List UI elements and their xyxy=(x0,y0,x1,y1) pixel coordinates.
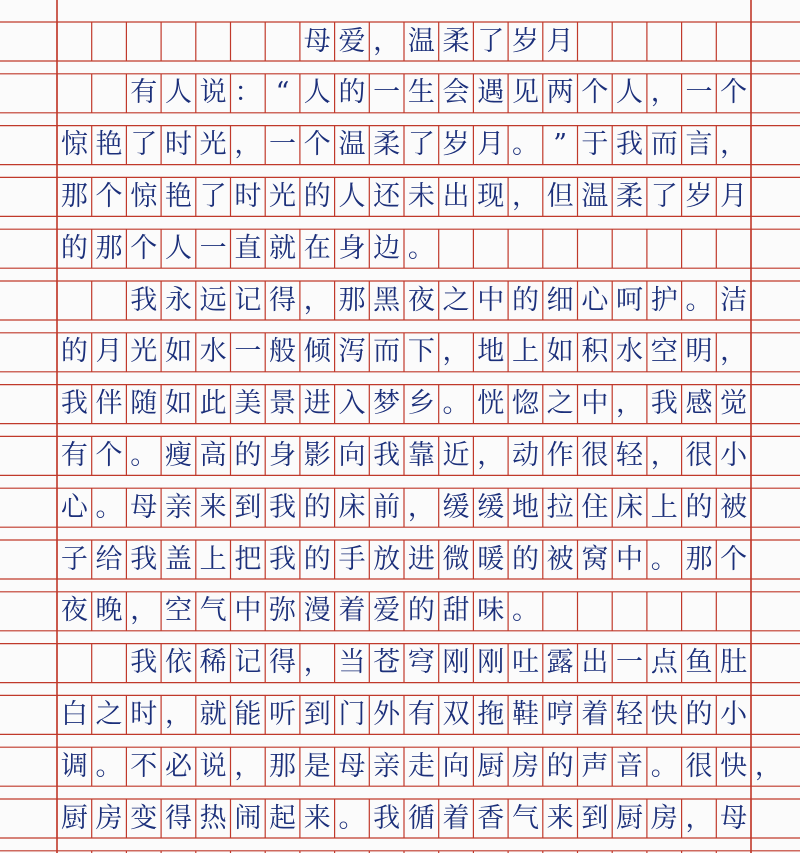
grid-character: 我 xyxy=(616,129,644,161)
grid-character: 的 xyxy=(303,543,331,575)
grid-character: 的 xyxy=(685,698,713,730)
grid-character: 就 xyxy=(269,232,297,264)
grid-character: 晚 xyxy=(95,595,123,627)
grid-character: 还 xyxy=(373,180,401,212)
grid-character: 快 xyxy=(650,698,678,730)
grid-character: 小 xyxy=(720,698,748,730)
grid-character: 地 xyxy=(477,336,505,368)
grid-character: 夜 xyxy=(407,284,435,316)
grid-character: 艳 xyxy=(95,129,123,161)
grid-character: 出 xyxy=(581,647,609,679)
grid-character: 光 xyxy=(269,180,297,212)
grid-character: 但 xyxy=(546,180,574,212)
grid-character: 的 xyxy=(60,336,88,368)
grid-character: 是 xyxy=(303,750,331,782)
grid-character: 变 xyxy=(130,802,158,834)
grid-character: 着 xyxy=(442,802,470,834)
grid-character: 那 xyxy=(685,543,713,575)
grid-character: 房 xyxy=(650,802,678,834)
grid-character: 向 xyxy=(442,750,470,782)
grid-character: 到 xyxy=(303,698,331,730)
grid-character: 刚 xyxy=(442,647,470,679)
grid-character: ， xyxy=(442,336,470,368)
grid-character: 循 xyxy=(407,802,435,834)
grid-character: 倾 xyxy=(303,336,331,368)
grid-character: 那 xyxy=(338,284,366,316)
grid-character: ： xyxy=(234,77,262,109)
grid-character: ， xyxy=(685,802,713,834)
grid-character: 靠 xyxy=(407,439,435,471)
grid-character: 细 xyxy=(546,284,574,316)
grid-character: 向 xyxy=(338,439,366,471)
grid-character: 就 xyxy=(199,698,227,730)
grid-character: 那 xyxy=(60,180,88,212)
grid-character: 的 xyxy=(60,232,88,264)
grid-character: 空 xyxy=(164,595,192,627)
grid-character: ， xyxy=(164,698,192,730)
grid-character: ， xyxy=(303,284,331,316)
grid-character: 中 xyxy=(477,284,505,316)
grid-character: 空 xyxy=(650,336,678,368)
grid-character: 柔 xyxy=(616,180,644,212)
grid-character: 一 xyxy=(199,232,227,264)
grid-character: 白 xyxy=(60,698,88,730)
grid-character: 房 xyxy=(511,750,539,782)
grid-character: 我 xyxy=(130,543,158,575)
grid-character: 了 xyxy=(407,129,435,161)
grid-character: 房 xyxy=(95,802,123,834)
grid-character: 个 xyxy=(581,77,609,109)
grid-character: 稀 xyxy=(199,647,227,679)
grid-character: 呵 xyxy=(616,284,644,316)
grid-character: 身 xyxy=(338,232,366,264)
grid-character: 哼 xyxy=(546,698,574,730)
grid-character: 一 xyxy=(234,336,262,368)
grid-character: 漫 xyxy=(303,595,331,627)
grid-character: 听 xyxy=(269,698,297,730)
grid-character: 伴 xyxy=(95,388,123,420)
grid-character: 未 xyxy=(407,180,435,212)
grid-character: 亲 xyxy=(164,491,192,523)
grid-character: 乡 xyxy=(407,388,435,420)
grid-character: 调 xyxy=(60,750,88,782)
grid-character: ， xyxy=(511,180,539,212)
grid-character: 温 xyxy=(581,180,609,212)
grid-character: 远 xyxy=(199,284,227,316)
grid-character: 得 xyxy=(164,802,192,834)
grid-character: 个 xyxy=(95,439,123,471)
grid-character: 的 xyxy=(511,543,539,575)
grid-character: 恍 xyxy=(477,388,505,420)
grid-character: 的 xyxy=(407,595,435,627)
grid-character: 梦 xyxy=(373,388,401,420)
grid-character: 艳 xyxy=(164,180,192,212)
grid-character: 。 xyxy=(650,543,678,575)
grid-character: 必 xyxy=(164,750,192,782)
grid-character: 能 xyxy=(234,698,262,730)
grid-character: ， xyxy=(303,647,331,679)
grid-character: 作 xyxy=(546,439,574,471)
grid-character: 香 xyxy=(477,802,505,834)
grid-character: 积 xyxy=(581,336,609,368)
grid-character: 动 xyxy=(511,439,539,471)
grid-character: 护 xyxy=(650,284,678,316)
grid-character: 人 xyxy=(303,77,331,109)
grid-character: 的 xyxy=(685,491,713,523)
grid-character: 肚 xyxy=(720,647,748,679)
grid-character: 个 xyxy=(720,77,748,109)
grid-character: 景 xyxy=(269,388,297,420)
grid-character: 子 xyxy=(60,543,88,575)
grid-character: 走 xyxy=(407,750,435,782)
grid-character: 露 xyxy=(546,647,574,679)
grid-character: 心 xyxy=(581,284,609,316)
grid-character: 瘦 xyxy=(164,439,192,471)
grid-character: 上 xyxy=(511,336,539,368)
grid-character: 苍 xyxy=(373,647,401,679)
grid-character: 个 xyxy=(303,129,331,161)
grid-character: 把 xyxy=(234,543,262,575)
grid-character: 进 xyxy=(303,388,331,420)
grid-character: ， xyxy=(234,750,262,782)
grid-character: 个 xyxy=(95,180,123,212)
grid-character: 人 xyxy=(164,232,192,264)
grid-character: 了 xyxy=(650,180,678,212)
grid-character: 边 xyxy=(373,232,401,264)
grid-character: 随 xyxy=(130,388,158,420)
grid-character: 爱 xyxy=(373,595,401,627)
grid-character: 在 xyxy=(303,232,331,264)
grid-character: 的 xyxy=(511,284,539,316)
grid-character: 前 xyxy=(373,491,401,523)
grid-character: 记 xyxy=(234,647,262,679)
grid-character: 而 xyxy=(373,336,401,368)
grid-character: 母 xyxy=(720,802,748,834)
grid-character: 之 xyxy=(546,388,574,420)
grid-character: 入 xyxy=(338,388,366,420)
grid-character: 。 xyxy=(95,750,123,782)
grid-character: 般 xyxy=(269,336,297,368)
grid-character: ， xyxy=(720,129,748,161)
grid-character: 床 xyxy=(616,491,644,523)
grid-character: 暖 xyxy=(477,543,505,575)
grid-character: 惊 xyxy=(60,129,88,161)
grid-character: 当 xyxy=(338,647,366,679)
grid-character: 我 xyxy=(650,388,678,420)
grid-character: 手 xyxy=(338,543,366,575)
grid-character: 美 xyxy=(234,388,262,420)
grid-character: 热 xyxy=(199,802,227,834)
grid-character: 上 xyxy=(650,491,678,523)
grid-character: 气 xyxy=(199,595,227,627)
grid-character: 有 xyxy=(130,77,158,109)
grid-character: 我 xyxy=(269,543,297,575)
grid-character: 。 xyxy=(407,232,435,264)
grid-character: 岁 xyxy=(685,180,713,212)
grid-character: 到 xyxy=(581,802,609,834)
grid-character: 甜 xyxy=(442,595,470,627)
grid-character: 岁 xyxy=(511,25,539,57)
grid-character: 水 xyxy=(199,336,227,368)
grid-character: 缓 xyxy=(442,491,470,523)
grid-character: 现 xyxy=(477,180,505,212)
grid-character: 鞋 xyxy=(511,698,539,730)
grid-character: 中 xyxy=(581,388,609,420)
grid-character: 温 xyxy=(338,129,366,161)
grid-character: 了 xyxy=(477,25,505,57)
grid-character: ， xyxy=(720,336,748,368)
grid-character: 光 xyxy=(130,336,158,368)
grid-character: 而 xyxy=(650,129,678,161)
grid-character: 我 xyxy=(373,439,401,471)
grid-character: 温 xyxy=(407,25,435,57)
grid-character: 住 xyxy=(581,491,609,523)
grid-character: 黑 xyxy=(373,284,401,316)
grid-character: 惚 xyxy=(511,388,539,420)
grid-character: 觉 xyxy=(720,388,748,420)
grid-character: 月 xyxy=(95,336,123,368)
grid-character: 心 xyxy=(60,491,88,523)
grid-character: 一 xyxy=(616,647,644,679)
grid-character: 我 xyxy=(130,284,158,316)
grid-character: 着 xyxy=(338,595,366,627)
grid-character: 的 xyxy=(338,77,366,109)
grid-character: 来 xyxy=(546,802,574,834)
grid-character: 得 xyxy=(269,647,297,679)
grid-character: 窝 xyxy=(581,543,609,575)
grid-character: 有 xyxy=(407,698,435,730)
grid-character: 着 xyxy=(581,698,609,730)
grid-character: 弥 xyxy=(269,595,297,627)
grid-character: 母 xyxy=(303,25,331,57)
grid-character: ， xyxy=(407,491,435,523)
grid-character: 之 xyxy=(442,284,470,316)
grid-character: 缓 xyxy=(477,491,505,523)
grid-character: 如 xyxy=(164,336,192,368)
grid-character: 高 xyxy=(199,439,227,471)
grid-character: ， xyxy=(234,129,262,161)
grid-character: 见 xyxy=(511,77,539,109)
grid-character: 闹 xyxy=(234,802,262,834)
grid-character: 于 xyxy=(581,129,609,161)
grid-character: 出 xyxy=(442,180,470,212)
grid-character: 柔 xyxy=(442,25,470,57)
grid-character: 水 xyxy=(616,336,644,368)
grid-character: 我 xyxy=(60,388,88,420)
grid-character: 月 xyxy=(546,25,574,57)
grid-character: “ xyxy=(275,77,290,109)
grid-character: 那 xyxy=(95,232,123,264)
grid-character: 的 xyxy=(303,180,331,212)
grid-character: 中 xyxy=(234,595,262,627)
grid-character: 。 xyxy=(130,439,158,471)
grid-character: 月 xyxy=(720,180,748,212)
grid-character: ， xyxy=(754,750,782,782)
grid-character: 给 xyxy=(95,543,123,575)
grid-character: 。 xyxy=(511,595,539,627)
grid-character: 厨 xyxy=(477,750,505,782)
grid-character: 来 xyxy=(199,491,227,523)
grid-character: 起 xyxy=(269,802,297,834)
grid-character: 上 xyxy=(199,543,227,575)
grid-character: 如 xyxy=(164,388,192,420)
grid-character: 不 xyxy=(130,750,158,782)
grid-character: 依 xyxy=(164,647,192,679)
grid-character: 刚 xyxy=(477,647,505,679)
grid-character: 母 xyxy=(130,491,158,523)
grid-character: 夜 xyxy=(60,595,88,627)
grid-character: ， xyxy=(650,439,678,471)
grid-character: 。 xyxy=(650,750,678,782)
grid-character: 拉 xyxy=(546,491,574,523)
grid-character: ， xyxy=(130,595,158,627)
grid-character: 月 xyxy=(477,129,505,161)
grid-character: 明 xyxy=(685,336,713,368)
grid-character: 床 xyxy=(338,491,366,523)
grid-character: 被 xyxy=(546,543,574,575)
grid-character: 。 xyxy=(95,491,123,523)
grid-character: 母 xyxy=(338,750,366,782)
grid-character: ， xyxy=(477,439,505,471)
grid-character: 门 xyxy=(338,698,366,730)
grid-character: 时 xyxy=(234,180,262,212)
grid-character: 到 xyxy=(234,491,262,523)
grid-character: 一 xyxy=(685,77,713,109)
grid-character: 我 xyxy=(373,802,401,834)
grid-character: 气 xyxy=(511,802,539,834)
grid-character: 得 xyxy=(269,284,297,316)
grid-character: 的 xyxy=(546,750,574,782)
grid-character: 鱼 xyxy=(685,647,713,679)
grid-character: 很 xyxy=(685,439,713,471)
grid-character: 两 xyxy=(546,77,574,109)
grid-character: 此 xyxy=(199,388,227,420)
grid-character: 时 xyxy=(130,698,158,730)
grid-character: 言 xyxy=(685,129,713,161)
grid-character: 个 xyxy=(720,543,748,575)
grid-character: 声 xyxy=(581,750,609,782)
grid-character: 一 xyxy=(373,77,401,109)
grid-character: 个 xyxy=(130,232,158,264)
grid-character: 记 xyxy=(234,284,262,316)
grid-character: 地 xyxy=(511,491,539,523)
grid-character: 时 xyxy=(164,129,192,161)
grid-character: 的 xyxy=(303,491,331,523)
grid-character: 微 xyxy=(442,543,470,575)
grid-character: 。 xyxy=(338,802,366,834)
grid-character: ， xyxy=(373,25,401,57)
grid-character: 轻 xyxy=(616,439,644,471)
grid-character: 。 xyxy=(442,388,470,420)
grid-character: 洁 xyxy=(720,284,748,316)
grid-character: 柔 xyxy=(373,129,401,161)
grid-character: 穹 xyxy=(407,647,435,679)
grid-character: ， xyxy=(616,388,644,420)
grid-character: 身 xyxy=(269,439,297,471)
grid-character: 了 xyxy=(199,180,227,212)
grid-character: 人 xyxy=(616,77,644,109)
grid-character: 被 xyxy=(720,491,748,523)
grid-character: 味 xyxy=(477,595,505,627)
grid-character: 岁 xyxy=(442,129,470,161)
grid-character: 我 xyxy=(130,647,158,679)
grid-character: 如 xyxy=(546,336,574,368)
grid-character: 近 xyxy=(442,439,470,471)
grid-character: 感 xyxy=(685,388,713,420)
grid-character: 拖 xyxy=(477,698,505,730)
grid-character: ， xyxy=(650,77,678,109)
grid-character: 永 xyxy=(164,284,192,316)
grid-character: 厨 xyxy=(60,802,88,834)
grid-character: 我 xyxy=(269,491,297,523)
grid-character: 外 xyxy=(373,698,401,730)
grid-character: 盖 xyxy=(164,543,192,575)
grid-character: 。 xyxy=(685,284,713,316)
grid-character: 生 xyxy=(407,77,435,109)
grid-character: 厨 xyxy=(616,802,644,834)
grid-character: 吐 xyxy=(511,647,539,679)
grid-character: 下 xyxy=(407,336,435,368)
grid-character: 来 xyxy=(303,802,331,834)
grid-character: 惊 xyxy=(130,180,158,212)
grid-character: 人 xyxy=(164,77,192,109)
grid-character: 一 xyxy=(269,129,297,161)
grid-character: 说 xyxy=(199,750,227,782)
grid-character: 音 xyxy=(616,750,644,782)
grid-character: 轻 xyxy=(616,698,644,730)
grid-character: 那 xyxy=(269,750,297,782)
grid-character: 亲 xyxy=(373,750,401,782)
grid-character: 光 xyxy=(199,129,227,161)
grid-character: ” xyxy=(553,129,568,161)
grid-character: 很 xyxy=(685,750,713,782)
grid-character: 的 xyxy=(234,439,262,471)
grid-character: 双 xyxy=(442,698,470,730)
grid-character: 直 xyxy=(234,232,262,264)
grid-character: 放 xyxy=(373,543,401,575)
grid-character: 进 xyxy=(407,543,435,575)
grid-character: 爱 xyxy=(338,25,366,57)
grid-character: 泻 xyxy=(338,336,366,368)
grid-character: 人 xyxy=(338,180,366,212)
grid-character: 快 xyxy=(720,750,748,782)
grid-character: 影 xyxy=(303,439,331,471)
grid-character: 之 xyxy=(95,698,123,730)
grid-character: 中 xyxy=(616,543,644,575)
grid-character: 会 xyxy=(442,77,470,109)
grid-character: 。 xyxy=(511,129,539,161)
grid-character: 很 xyxy=(581,439,609,471)
grid-character: 遇 xyxy=(477,77,505,109)
grid-character: 说 xyxy=(199,77,227,109)
grid-character: 小 xyxy=(720,439,748,471)
grid-character: 有 xyxy=(60,439,88,471)
grid-character: 点 xyxy=(650,647,678,679)
grid-character: 了 xyxy=(130,129,158,161)
